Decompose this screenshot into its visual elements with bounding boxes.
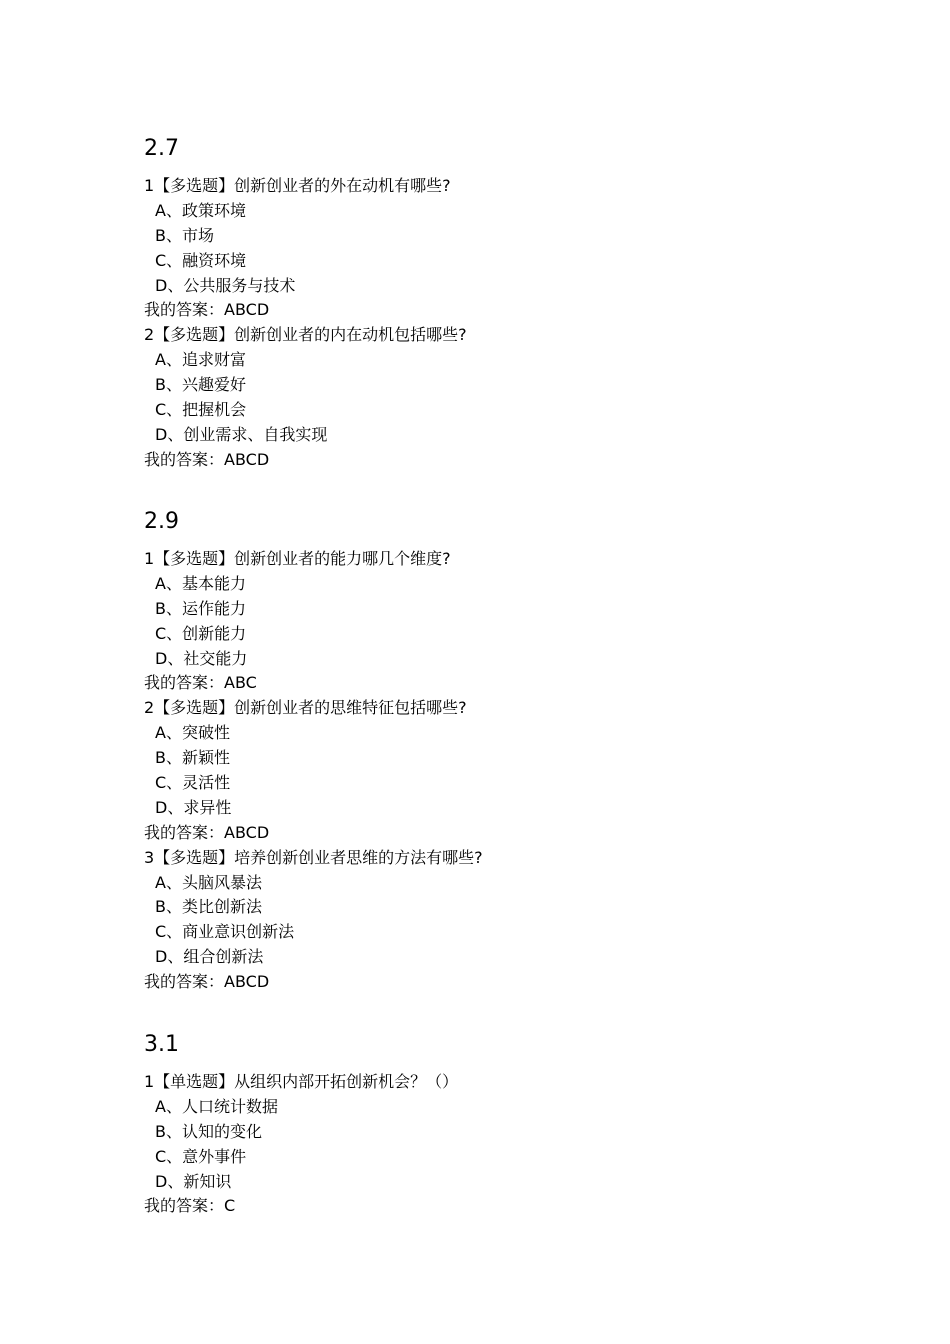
section-title: 2.7	[144, 136, 179, 161]
option-a: A、政策环境	[155, 200, 246, 220]
option-d: D、组合创新法	[155, 947, 264, 967]
option-c: C、融资环境	[155, 250, 247, 270]
option-c: C、意外事件	[155, 1146, 247, 1166]
option-c: C、灵活性	[155, 773, 231, 793]
question-stem: 2【多选题】创新创业者的思维特征包括哪些?	[144, 698, 467, 718]
section-title: 2.9	[144, 509, 179, 534]
my-answer: 我的答案：ABCD	[144, 300, 270, 320]
option-c: C、商业意识创新法	[155, 922, 295, 942]
question-1	[144, 1070, 844, 1219]
question-stem: 2【多选题】创新创业者的内在动机包括哪些?	[144, 325, 467, 345]
section-3-1	[144, 1032, 844, 1219]
my-answer: 我的答案：ABCD	[144, 449, 270, 469]
option-a: A、头脑风暴法	[155, 872, 262, 892]
option-a: A、基本能力	[155, 573, 246, 593]
option-d: D、公共服务与技术	[155, 275, 296, 295]
question-stem: 3【多选题】培养创新创业者思维的方法有哪些?	[144, 847, 483, 867]
my-answer: 我的答案：ABC	[144, 673, 257, 693]
section-2-7	[144, 136, 844, 473]
option-d: D、新知识	[155, 1171, 232, 1191]
question-1	[144, 174, 844, 323]
question-stem: 1【多选题】创新创业者的外在动机有哪些?	[144, 176, 451, 195]
section-2-9	[144, 509, 844, 995]
option-d: D、创业需求、自我实现	[155, 424, 328, 444]
option-b: B、新颖性	[155, 748, 230, 768]
option-a: A、突破性	[155, 723, 230, 743]
question-stem: 1【多选题】创新创业者的能力哪几个维度?	[144, 549, 451, 568]
option-b: B、类比创新法	[155, 897, 262, 917]
option-d: D、求异性	[155, 797, 232, 817]
option-b: B、市场	[155, 225, 214, 245]
option-b: B、运作能力	[155, 598, 246, 618]
my-answer: 我的答案：ABCD	[144, 972, 270, 992]
question-2	[144, 696, 844, 845]
section-title: 3.1	[144, 1032, 179, 1057]
question-3	[144, 846, 844, 995]
my-answer: 我的答案：ABCD	[144, 822, 270, 842]
option-b: B、兴趣爱好	[155, 375, 246, 395]
question-1	[144, 547, 844, 696]
question-stem: 1【单选题】从组织内部开拓创新机会？（）	[144, 1072, 459, 1091]
my-answer: 我的答案：C	[144, 1196, 236, 1216]
option-b: B、认知的变化	[155, 1121, 262, 1141]
option-c: C、把握机会	[155, 400, 247, 420]
option-c: C、创新能力	[155, 623, 247, 643]
option-a: A、人口统计数据	[155, 1096, 278, 1116]
option-a: A、追求财富	[155, 350, 246, 370]
question-2	[144, 323, 844, 472]
option-d: D、社交能力	[155, 648, 248, 668]
